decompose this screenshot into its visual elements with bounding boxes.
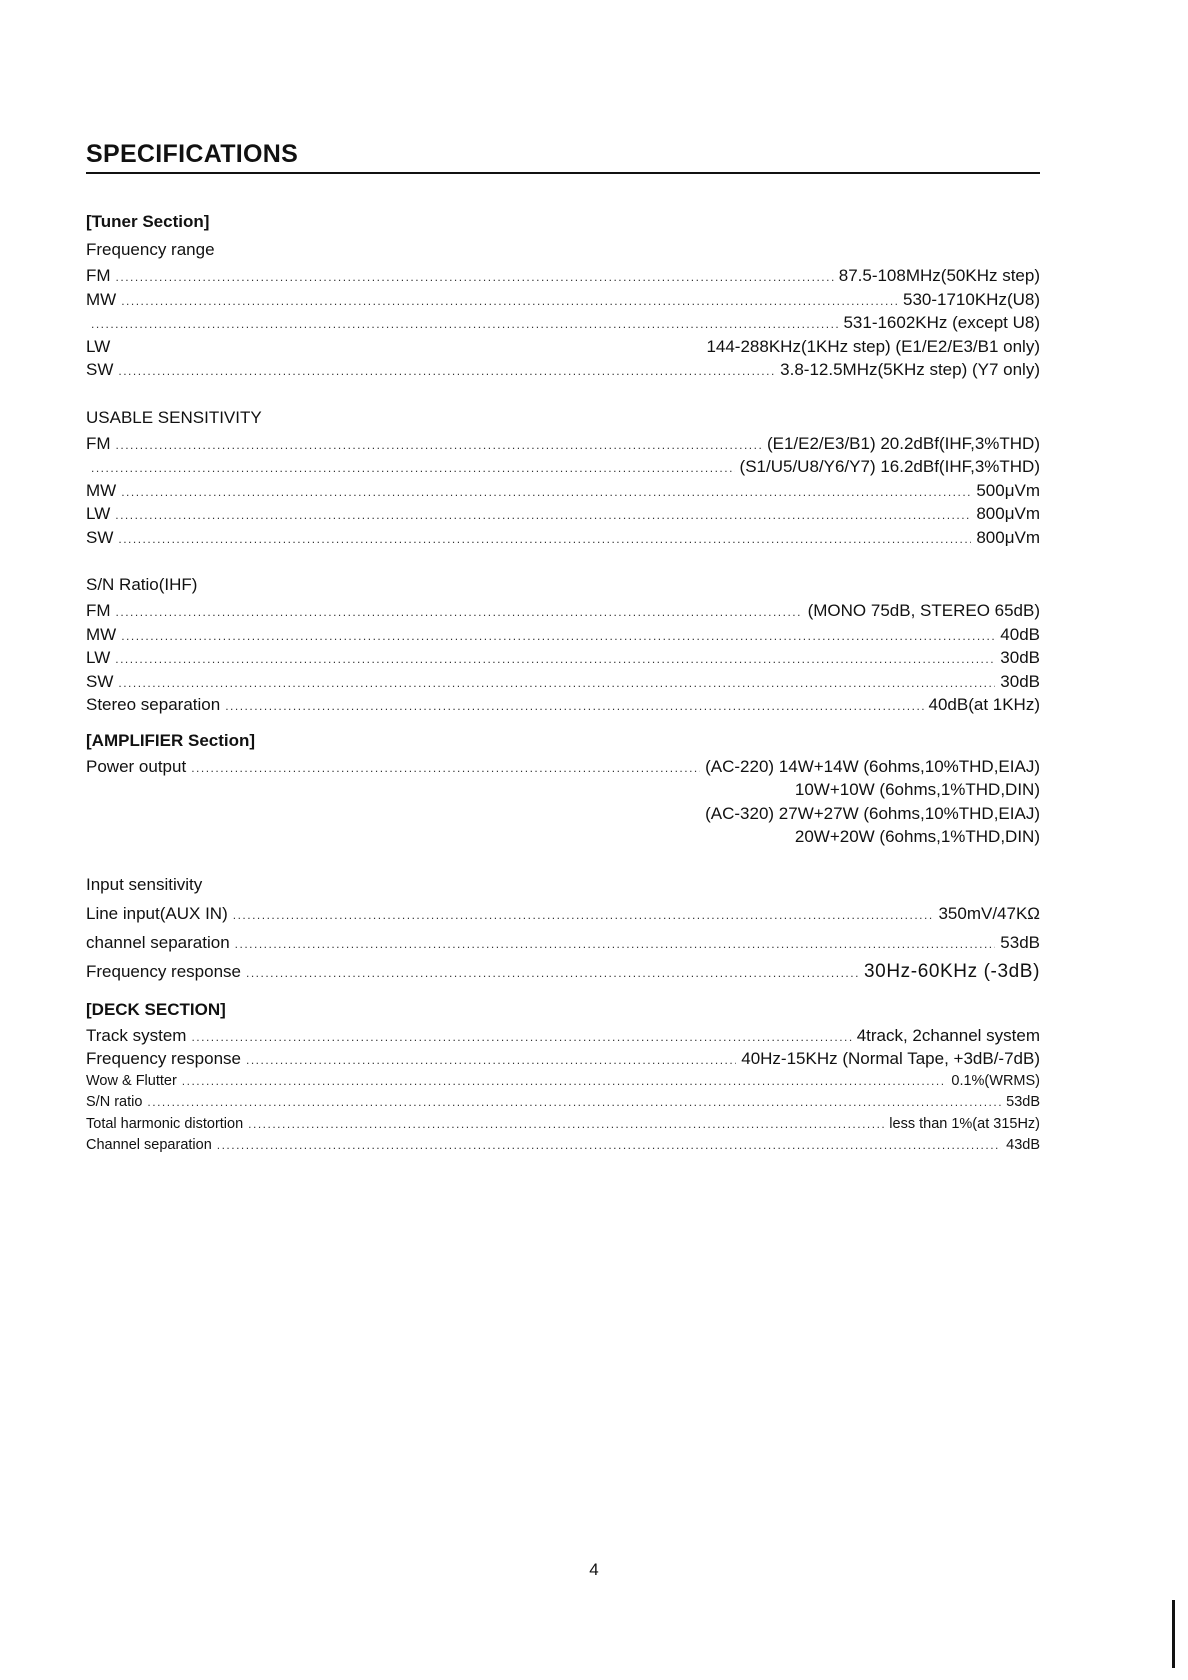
spec-value: 40dB bbox=[1000, 624, 1040, 644]
spec-value: 0.1%(WRMS) bbox=[951, 1072, 1040, 1089]
spec-row bbox=[86, 623, 1040, 647]
spec-row bbox=[86, 693, 1040, 717]
dot-leader bbox=[182, 1071, 947, 1093]
spec-value: 30dB bbox=[1000, 671, 1040, 691]
spec-row bbox=[86, 928, 1040, 957]
spec-label: S/N ratio bbox=[86, 1094, 143, 1110]
dot-leader bbox=[121, 625, 995, 649]
spec-row bbox=[86, 264, 1040, 288]
dot-leader bbox=[248, 1114, 884, 1136]
spec-value: 531-1602KHz (except U8) bbox=[843, 313, 1040, 332]
spec-label: Track system bbox=[86, 1025, 187, 1045]
spec-label: Frequency response bbox=[86, 1049, 241, 1068]
spec-row bbox=[86, 479, 1040, 503]
spec-label: LW bbox=[86, 504, 111, 523]
spec-value: 53dB bbox=[1006, 1094, 1040, 1110]
spec-value: (E1/E2/E3/B1) 20.2dBf(IHF,3%THD) bbox=[766, 433, 1040, 453]
dot-leader bbox=[116, 434, 762, 458]
spec-value: 30dB bbox=[1000, 648, 1040, 667]
spec-row bbox=[86, 1047, 1040, 1071]
spec-value: (AC-220) 14W+14W (6ohms,10%THD,EIAJ) bbox=[705, 756, 1040, 776]
spec-row bbox=[86, 432, 1040, 456]
dot-leader bbox=[147, 1092, 1001, 1114]
spec-value: less than 1%(at 315Hz) bbox=[889, 1115, 1040, 1132]
spec-row bbox=[86, 1092, 1040, 1114]
spec-row bbox=[86, 1114, 1040, 1136]
spec-row bbox=[86, 526, 1040, 550]
spec-row bbox=[86, 646, 1040, 670]
spec-value: 20W+20W (6ohms,1%THD,DIN) bbox=[794, 827, 1040, 846]
spec-value: 500μVm bbox=[976, 480, 1040, 500]
dot-leader bbox=[116, 266, 834, 290]
dot-leader bbox=[246, 959, 859, 988]
input-sensitivity-rows bbox=[86, 899, 1040, 986]
spec-value: 144-288KHz(1KHz step) (E1/E2/E3/B1 only) bbox=[706, 336, 1040, 356]
spec-label: Stereo separation bbox=[86, 695, 221, 714]
spec-row bbox=[86, 599, 1040, 623]
dot-leader bbox=[91, 457, 735, 481]
sn-ratio-rows bbox=[86, 599, 1040, 717]
spec-value: 10W+10W (6ohms,1%THD,DIN) bbox=[794, 780, 1040, 799]
spec-row bbox=[86, 1071, 1040, 1093]
spec-label: channel separation bbox=[86, 932, 230, 952]
spec-label: Channel separation bbox=[86, 1137, 212, 1153]
power-output-rows bbox=[86, 755, 1040, 849]
spec-label: LW bbox=[86, 648, 111, 667]
spec-label: Wow & Flutter bbox=[86, 1072, 177, 1089]
spec-row bbox=[86, 502, 1040, 526]
deck-rows bbox=[86, 1024, 1040, 1157]
dot-leader bbox=[115, 648, 995, 672]
dot-leader bbox=[217, 1135, 1001, 1157]
spec-label: SW bbox=[86, 527, 114, 547]
spec-label: Power output bbox=[86, 756, 187, 776]
spec-value: 30Hz-60KHz (-3dB) bbox=[864, 960, 1040, 982]
deck-section-heading: [DECK SECTION] bbox=[86, 999, 226, 1019]
spec-value: 87.5-108MHz(50KHz step) bbox=[838, 266, 1040, 285]
dot-leader bbox=[121, 290, 898, 314]
spec-value: 350mV/47KΩ bbox=[938, 903, 1040, 923]
spec-value: 800μVm bbox=[976, 527, 1040, 547]
sn-ratio-label: S/N Ratio(IHF) bbox=[86, 575, 198, 594]
dot-leader bbox=[191, 1026, 851, 1050]
spec-value: 40Hz-15KHz (Normal Tape, +3dB/-7dB) bbox=[741, 1049, 1040, 1068]
spec-label: MW bbox=[86, 480, 117, 500]
spec-row bbox=[86, 358, 1040, 382]
spec-row bbox=[86, 1135, 1040, 1157]
spec-label: FM bbox=[86, 601, 111, 620]
page-number: 4 bbox=[589, 1560, 599, 1579]
spec-value: 53dB bbox=[1000, 932, 1040, 952]
spec-value: 3.8-12.5MHz(5KHz step) (Y7 only) bbox=[780, 360, 1040, 379]
spec-label: Frequency response bbox=[86, 961, 241, 981]
spec-label: LW bbox=[86, 336, 111, 356]
spec-row bbox=[86, 311, 1040, 335]
spec-row bbox=[86, 455, 1040, 479]
dot-leader bbox=[118, 672, 995, 696]
tuner-section-heading: [Tuner Section] bbox=[86, 212, 210, 231]
spec-label: Total harmonic distortion bbox=[86, 1115, 244, 1132]
dot-leader bbox=[116, 601, 803, 625]
input-sensitivity-label: Input sensitivity bbox=[86, 874, 203, 894]
dot-leader bbox=[225, 695, 923, 719]
dot-leader bbox=[91, 313, 838, 337]
spec-label: MW bbox=[86, 624, 117, 644]
scan-edge-mark bbox=[1172, 1600, 1175, 1668]
spec-row bbox=[86, 288, 1040, 312]
dot-leader bbox=[121, 481, 971, 505]
spec-value: (S1/U5/U8/Y6/Y7) 16.2dBf(IHF,3%THD) bbox=[739, 457, 1040, 476]
spec-label: Line input(AUX IN) bbox=[86, 903, 228, 923]
spec-label: SW bbox=[86, 360, 114, 379]
spec-value: (AC-320) 27W+27W (6ohms,10%THD,EIAJ) bbox=[705, 803, 1040, 823]
dot-leader bbox=[118, 360, 775, 384]
spec-row bbox=[86, 899, 1040, 928]
dot-leader bbox=[235, 930, 996, 959]
spec-row bbox=[86, 335, 1040, 359]
spec-row bbox=[86, 1024, 1040, 1048]
spec-value: 40dB(at 1KHz) bbox=[928, 695, 1040, 714]
spec-label: FM bbox=[86, 433, 111, 453]
spec-row bbox=[86, 825, 1040, 849]
title-rule bbox=[86, 172, 1040, 174]
spec-value: 530-1710KHz(U8) bbox=[902, 289, 1040, 309]
usable-sensitivity-rows bbox=[86, 432, 1040, 550]
usable-sensitivity-label: USABLE SENSITIVITY bbox=[86, 407, 262, 427]
specifications-content bbox=[86, 208, 1040, 1157]
spec-label: MW bbox=[86, 289, 117, 309]
spec-label: FM bbox=[86, 266, 111, 285]
frequency-range-label: Frequency range bbox=[86, 240, 215, 259]
dot-leader bbox=[233, 901, 934, 930]
spec-label: SW bbox=[86, 671, 114, 691]
dot-leader bbox=[191, 757, 700, 781]
dot-leader bbox=[115, 504, 971, 528]
spec-value: 43dB bbox=[1006, 1137, 1040, 1153]
page-title: SPECIFICATIONS bbox=[86, 140, 299, 168]
amplifier-section-heading: [AMPLIFIER Section] bbox=[86, 730, 256, 750]
dot-leader bbox=[246, 1049, 736, 1073]
spec-row bbox=[86, 802, 1040, 826]
spec-value: (MONO 75dB, STEREO 65dB) bbox=[807, 601, 1040, 620]
spec-row bbox=[86, 957, 1040, 986]
dot-leader bbox=[118, 528, 971, 552]
frequency-range-rows bbox=[86, 264, 1040, 382]
spec-row bbox=[86, 670, 1040, 694]
spec-row bbox=[86, 778, 1040, 802]
spec-value: 4track, 2channel system bbox=[856, 1025, 1040, 1045]
spec-row bbox=[86, 755, 1040, 779]
spec-value: 800μVm bbox=[976, 504, 1040, 523]
